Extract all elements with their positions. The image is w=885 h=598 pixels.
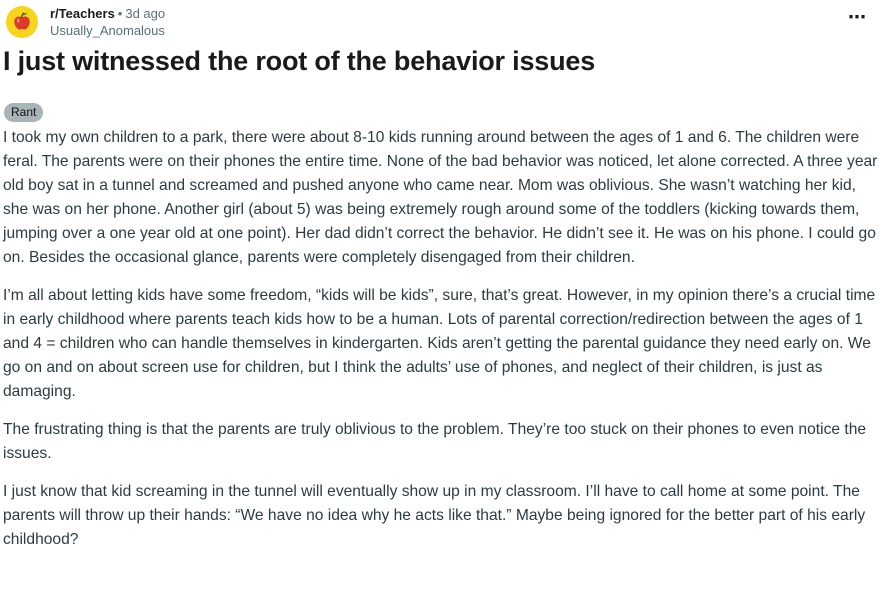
post-body [3,126,883,566]
body-paragraph: I’m all about letting kids have some freedom, “kids will be kids”, sure, that’s great. However, in my opinion there’s a crucial time in early childhood where parents teach kids how to be a human. Lots of parental correction/redirection between the ages of 1 and 4 = children who can handle themselves in kindergarten. Kids aren’t getting the parental guidance they need early on. We go on and on about screen use for children, but I think the adults’ use of phones, and neglect of their children, is just as damaging. [3,287,876,400]
subreddit-link[interactable]: r/Teachers [50,6,115,21]
body-paragraph: The frustrating thing is that the parents are truly oblivious to the problem. They’re too stuck on their phones to even notice the issues. [3,421,867,462]
body-paragraph: I just know that kid screaming in the tunnel will eventually show up in my classroom. I’ll have to call home at some point. The parents will throw up their hands: “We have no idea why he acts like that.” Maybe being ignored for the better part of his early childhood? [3,483,866,548]
post-meta [50,5,165,39]
post-flair[interactable]: Rant [4,103,43,122]
post-header [6,4,165,40]
apple-icon [6,6,38,38]
author-link[interactable]: Usually_Anomalous [50,23,165,38]
meta-separator: • [117,6,123,21]
body-paragraph: I took my own children to a park, there were about 8-10 kids running around between the ages of 1 and 6. The children were feral. The parents were on their phones the entire time. None of the bad behavior was noticed, let alone corrected. A three year old boy sat in a tunnel and screamed and pushed anyone who came near. Mom was oblivious. She wasn’t watching her kid, she was on her phone. Another girl (about 5) was being extremely rough around some of the toddlers (kicking towards them, jumping over a one year old at one point). Her dad didn’t correct the behavior. He didn’t see it. He was on his phone. I could go on. Besides the occasional glance, parents were completely disengaged from their children. [3,129,878,266]
post-title: I just witnessed the root of the behavior issues [3,46,596,76]
meta-top-line [50,5,165,22]
more-options-button[interactable]: ⋯ [848,7,867,27]
subreddit-avatar[interactable] [6,6,38,38]
post-age: 3d ago [125,6,166,21]
